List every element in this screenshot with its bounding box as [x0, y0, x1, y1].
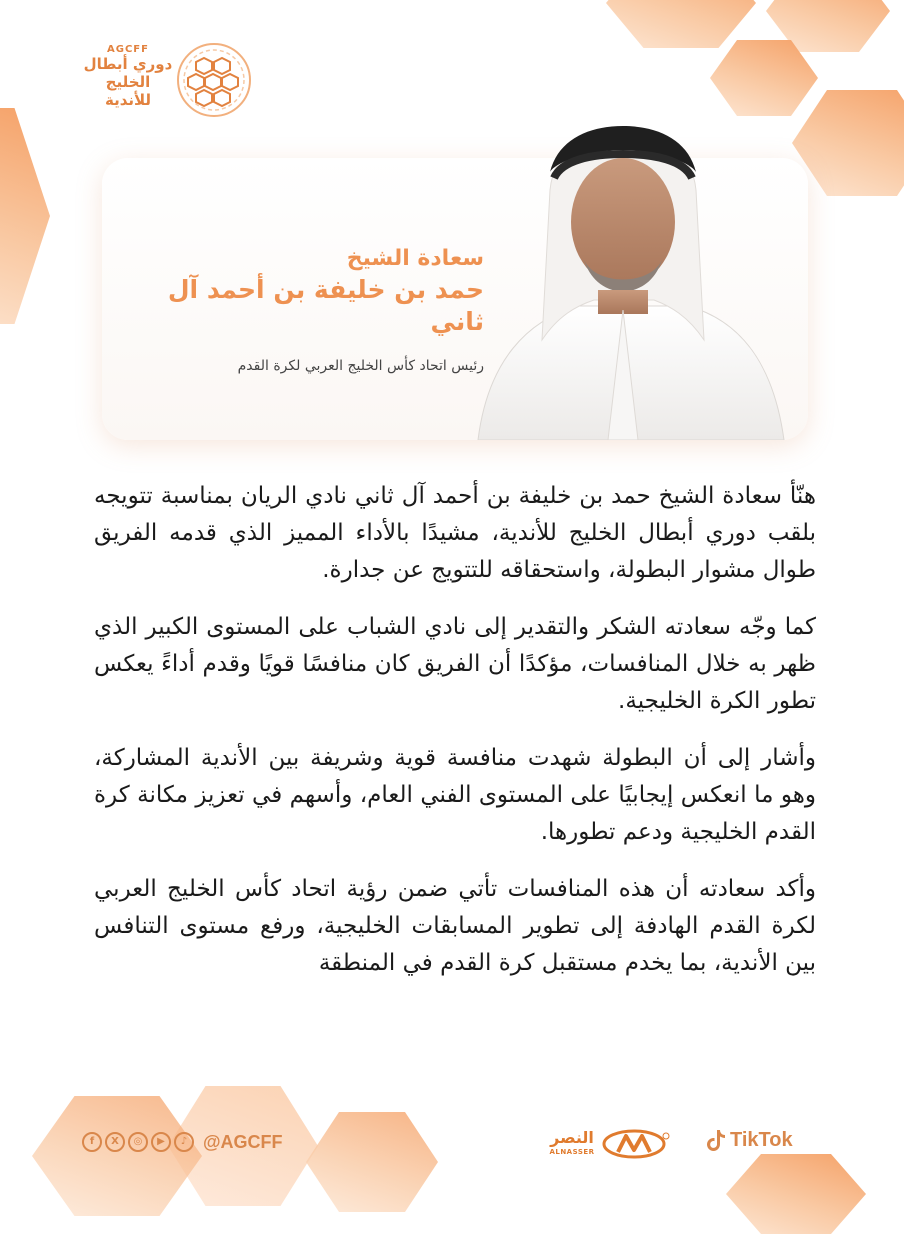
article-paragraph: وأشار إلى أن البطولة شهدت منافسة قوية وشريفة بين الأندية المشاركة، وهو ما انعكس إيجابيًا على المستوى الفني العام، وأسهم في تعزيز مكانة كرة القدم الخليجية ودعم تطورها. — [94, 745, 816, 845]
logo-abbr: AGCFF — [107, 44, 149, 55]
alnasser-sponsor-logo — [548, 1124, 674, 1164]
logo-line-3: للأندية — [104, 91, 152, 109]
honorific-title: سعادة الشيخ — [346, 246, 484, 271]
decor-hexagon — [306, 1112, 438, 1212]
logo-hexagon-mark — [174, 36, 254, 124]
tiktok-brand[interactable] — [706, 1128, 793, 1152]
facebook-icon[interactable]: f — [82, 1132, 102, 1152]
logo-line-1: دوري أبطال — [83, 55, 173, 73]
article-body — [94, 478, 816, 1002]
tiktok-label: TikTok — [730, 1128, 793, 1151]
decor-hexagon — [726, 1154, 866, 1234]
tiktok-logo-icon — [706, 1128, 726, 1152]
logo-wordmark — [74, 44, 182, 109]
decor-hexagon — [32, 1096, 202, 1216]
social-links — [82, 1130, 283, 1154]
decor-hexagon — [606, 0, 756, 48]
portrait-photo — [458, 110, 788, 440]
logo-line-2: الخليج — [105, 73, 151, 91]
person-role: رئيس اتحاد كأس الخليج العربي لكرة القدم — [237, 358, 484, 374]
decor-hexagon — [792, 90, 904, 196]
youtube-icon[interactable]: ▶ — [151, 1132, 171, 1152]
instagram-icon[interactable]: ◎ — [128, 1132, 148, 1152]
person-name: حمد بن خليفة بن أحمد آل ثاني — [167, 275, 484, 336]
tiktok-icon[interactable]: ♪ — [174, 1132, 194, 1152]
decor-hexagon — [0, 108, 50, 324]
alnasser-mark-icon — [600, 1128, 672, 1160]
x-icon[interactable]: X — [105, 1132, 125, 1152]
sponsor-name-ar: النصر — [550, 1128, 594, 1147]
article-paragraph: وأكد سعادته أن هذه المنافسات تأتي ضمن رؤية اتحاد كأس الخليج العربي لكرة القدم الهادفة إلى تطوير المسابقات الخليجية، ورفع مستوى التنافس بين الأندية، بما يخدم مستقبل كرة القدم في المنطقة — [94, 876, 816, 976]
person-title-block — [144, 244, 484, 376]
sponsor-name-en: ALNASSER — [549, 1148, 595, 1156]
social-handle[interactable]: @AGCFF — [203, 1131, 283, 1152]
agcff-logo — [74, 36, 254, 126]
article-paragraph: هنّأ سعادة الشيخ حمد بن خليفة بن أحمد آل ثاني نادي الريان بمناسبة تتويجه بلقب دوري أبطال الخليج للأندية، مشيدًا بالأداء المميز الذي قدمه الفريق طوال مشوار البطولة، واستحقاقه للتتويج عن جدارة. — [94, 483, 816, 583]
article-paragraph: كما وجّه سعادته الشكر والتقدير إلى نادي الشباب على المستوى الكبير الذي ظهر به خلال المنافسات، مؤكدًا أن الفريق كان منافسًا قويًا وقدم أداءً يعكس تطور الكرة الخليجية. — [94, 614, 816, 714]
